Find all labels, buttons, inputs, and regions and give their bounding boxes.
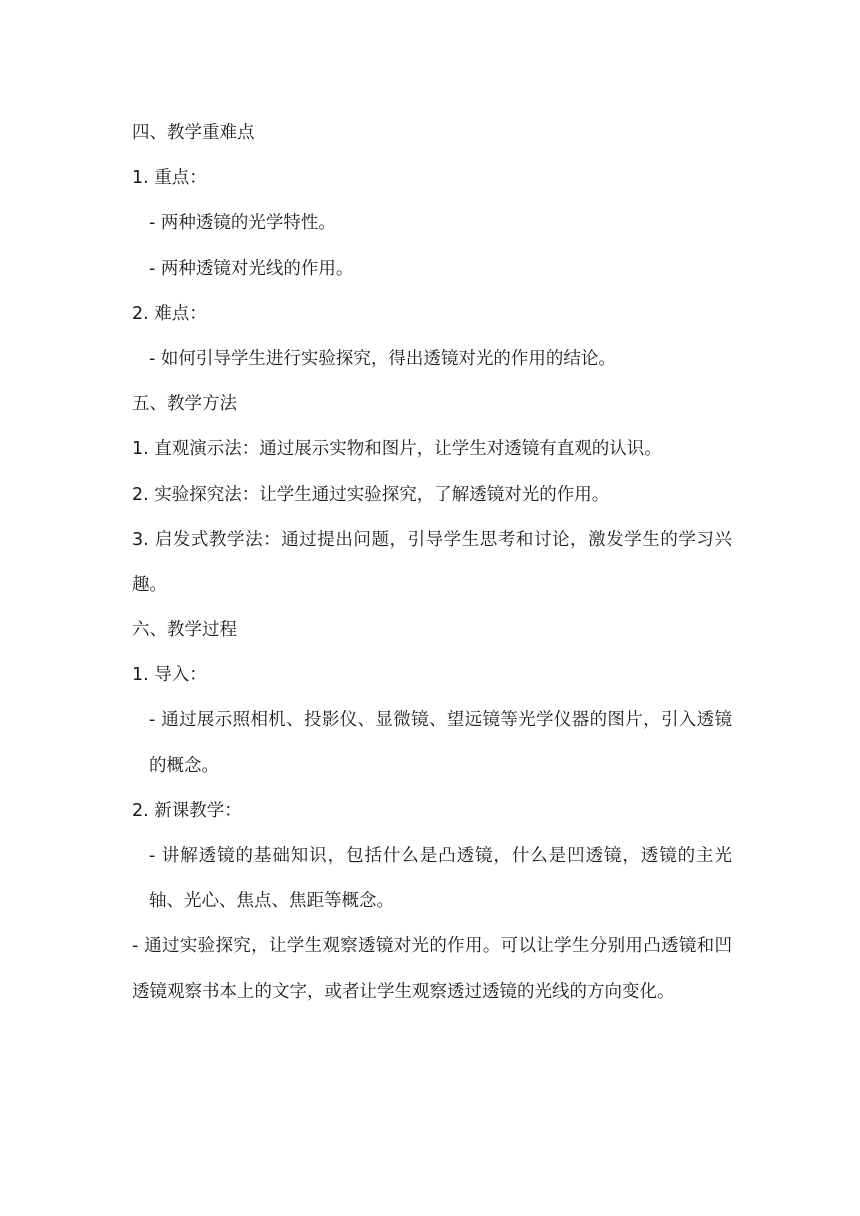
list-item-new-lesson-label: 2. 新课教学： <box>132 800 242 821</box>
list-item-key-point-1: - 两种透镜的光学特性。 <box>149 213 336 234</box>
section-heading-key-points: 四、教学重难点 <box>132 123 255 143</box>
document-body <box>132 111 732 1015</box>
list-item-key-point-label: 1. 重点： <box>132 168 207 189</box>
list-item-intro-label: 1. 导入： <box>132 665 207 686</box>
list-item-method-2: 2. 实验探究法：让学生通过实验探究，了解透镜对光的作用。 <box>132 484 610 505</box>
list-item-new-lesson-2: - 通过实验探究，让学生观察透镜对光的作用。可以让学生分别用凸透镜和凹透镜观察书本上的文字，或者让学生观察透过透镜的光线的方向变化。 <box>132 936 732 1002</box>
section-heading-methods: 五、教学方法 <box>132 394 237 415</box>
list-item-method-1: 1. 直观演示法：通过展示实物和图片，让学生对透镜有直观的认识。 <box>132 439 662 460</box>
list-item-method-3: 3. 启发式教学法：通过提出问题，引导学生思考和讨论，激发学生的学习兴趣。 <box>132 529 732 595</box>
section-heading-process: 六、教学过程 <box>132 620 237 641</box>
list-item-key-point-2: - 两种透镜对光线的作用。 <box>149 258 354 279</box>
list-item-intro-1: - 通过展示照相机、投影仪、显微镜、望远镜等光学仪器的图片，引入透镜的概念。 <box>149 710 732 776</box>
list-item-new-lesson-1: - 讲解透镜的基础知识，包括什么是凸透镜，什么是凹透镜，透镜的主光轴、光心、焦点、焦距等概念。 <box>149 846 732 912</box>
list-item-difficulty-1: - 如何引导学生进行实验探究，得出透镜对光的作用的结论。 <box>149 348 616 369</box>
list-item-difficulty-label: 2. 难点： <box>132 303 207 324</box>
